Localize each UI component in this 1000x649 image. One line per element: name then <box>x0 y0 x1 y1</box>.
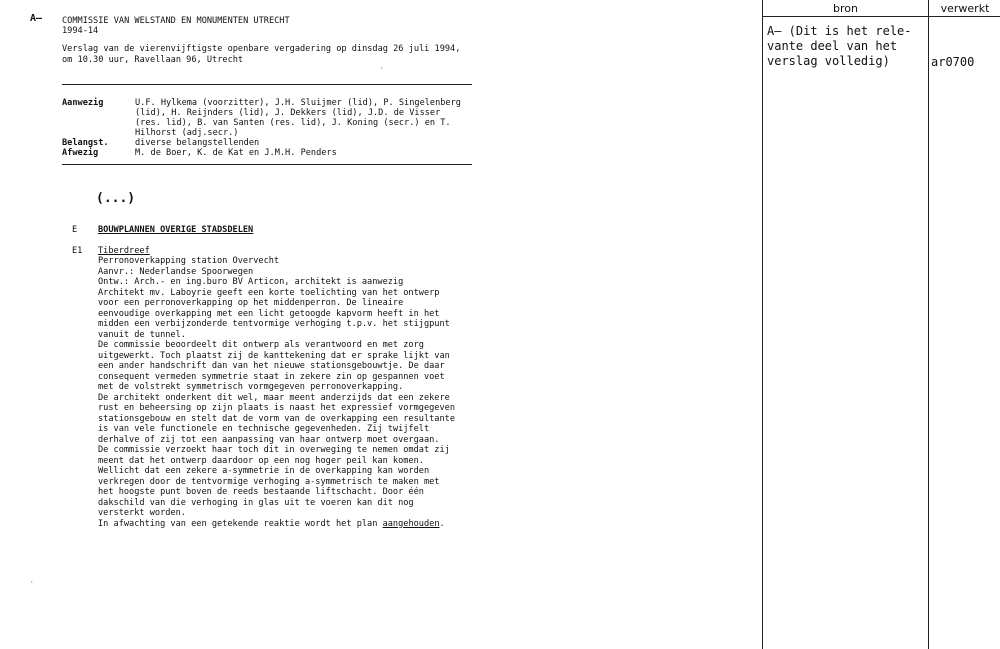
body-line: De commissie beoordeelt dit ontwerp als verantwoord en met zorg <box>98 340 424 350</box>
present-line-2: (lid), H. Reijnders (lid), J. Dekkers (lid), J.D. de Visser <box>135 108 441 118</box>
body-line: verkregen door de tentvormige verhoging a-symmetrisch te maken met <box>98 476 440 487</box>
body-line: consequent vermeden symmetrie staat in zekere zin op gespannen voet <box>98 371 445 382</box>
body-line: dakschild van die verhoging in glas uit te voeren kan dit nog <box>98 497 414 508</box>
decision-suffix: . <box>439 518 445 529</box>
body-line: meent dat het ontwerp daardoor op een nog hoger peil kan komen. <box>98 455 424 466</box>
body-line: midden een verbijzonderde tentvormige verhoging t.p.v. het stijgpunt <box>98 319 450 329</box>
omission-ellipsis: (...) <box>96 191 136 206</box>
body-line: stationsgebouw en stelt dat de vorm van de overkapping een resultante <box>98 413 455 424</box>
body-line: Architekt mv. Laboyrie geeft een korte toelichting van het ontwerp <box>98 287 440 298</box>
body-line: het hoogste punt boven de reeds bestaande liftschacht. Door één <box>98 487 424 497</box>
report-line-1: Verslag van de vierenvijftigste openbare vergadering op dinsdag 26 juli 1994, <box>62 44 461 54</box>
body-line: is van vele functionele en technische gegevenheden. Zij twijfelt <box>98 424 430 434</box>
divider-top <box>62 84 472 85</box>
interested-label: Belangst. <box>62 138 109 148</box>
present-line-3: (res. lid), B. van Santen (res. lid), J. Koning (secr.) en T. <box>135 118 451 128</box>
meeting-reference: 1994-14 <box>62 26 99 36</box>
source-note: A— (Dit is het rele- vante deel van het verslag volledig) <box>767 24 912 68</box>
speck: · <box>30 579 34 586</box>
body-line: een ander handschrift dan van het nieuwe stationsgebouwtje. De daar <box>98 361 445 371</box>
body-line: De commissie verzoekt haar toch dit in overweging te nemen omdat zij <box>98 445 450 455</box>
absent-label: Afwezig <box>62 148 99 158</box>
header-rule <box>763 16 1000 17</box>
body-line: met de volstrekt symmetrisch vormgegeven perronoverkapping. <box>98 382 404 392</box>
divider-bottom <box>62 164 472 165</box>
section-code: E <box>72 225 78 235</box>
item-code: E1 <box>72 246 83 256</box>
absent-value: M. de Boer, K. de Kat en J.M.H. Penders <box>135 148 337 158</box>
body-line: rust en beheersing op zijn plaats is naast het expressief vormgegeven <box>98 403 455 413</box>
body-line: Perronoverkapping station Overvecht <box>98 256 280 266</box>
body-line: De architekt onderkent dit wel, maar meent anderzijds dat een zekere <box>98 392 450 403</box>
body-line: derhalve of zij tot een aanpassing van haar ontwerp moet overgaan. <box>98 434 440 445</box>
body-line: Ontw.: Arch.- en ing.buro BV Articon, architekt is aanwezig <box>98 277 404 287</box>
column-divider <box>928 0 929 649</box>
speck: · <box>380 65 384 72</box>
present-line-1: U.F. Hylkema (voorzitter), J.H. Sluijmer (lid), P. Singelenberg <box>135 98 461 108</box>
bron-header: bron <box>833 2 858 15</box>
archive-code: ar0700 <box>931 55 975 69</box>
body-line: eenvoudige overkapping met een licht getoogde kapvorm heeft in het <box>98 308 440 319</box>
margin-column <box>762 0 1000 649</box>
organization-title: COMMISSIE VAN WELSTAND EN MONUMENTEN UTRECHT <box>62 16 290 26</box>
section-title: BOUWPLANNEN OVERIGE STADSDELEN <box>98 225 254 235</box>
body-line: Wellicht dat een zekere a-symmetrie in de overkapping kan worden <box>98 466 430 476</box>
decision-status: aangehouden <box>382 518 440 529</box>
decision-prefix: In afwachting van een getekende reaktie wordt het plan <box>98 518 383 529</box>
report-line-2: om 10.30 uur, Ravellaan 96, Utrecht <box>62 55 244 65</box>
item-title: Tiberdreef <box>98 246 150 256</box>
body-line: versterkt worden. <box>98 508 186 518</box>
body-line: voor een perronoverkapping op het middenperron. De lineaire <box>98 298 404 308</box>
body-line: vanuit de tunnel. <box>98 329 186 340</box>
section-marker: A— <box>30 13 43 24</box>
decision-line <box>98 519 445 529</box>
body-line: Aanvr.: Nederlandse Spoorwegen <box>98 266 254 277</box>
present-line-4: Hilhorst (adj.secr.) <box>135 128 239 138</box>
verwerkt-header: verwerkt <box>940 2 990 15</box>
body-line: uitgewerkt. Toch plaatst zij de kanttekening dat er sprake lijkt van <box>98 350 450 361</box>
interested-value: diverse belangstellenden <box>135 138 260 148</box>
present-label: Aanwezig <box>62 98 104 108</box>
